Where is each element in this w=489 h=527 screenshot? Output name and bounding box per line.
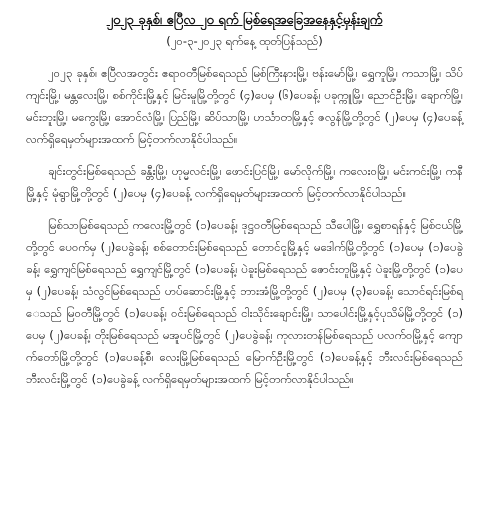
paragraph-ayeyarwady: ၂၀၂၃ ခုနှစ်၊ ဧပြီလအတွင်း ဧရာဝတီမြစ်ရေသည် မြစ်ကြီးနားမြို့၊ ဗန်းမော်မြို့၊ ရွှေကူမြို့၊ ကသာမြို့၊ သိပ်ကျင်းမြို့၊ မန္တလေးမြို့၊ စစ်ကိုင်းမြို့နှင့် မြင်းမူမြို့တို့တွင် (၄)ပေမှ (၆)ပေခန့်၊ ပခုက္ကူမြို့၊ ညောင်ဦးမြို့၊ ချောက်မြို့၊ မင်းဘူးမြို့၊ မကွေးမြို့၊ အောင်လံမြို့၊ ပြည်မြို့၊ ဆိပ်သာမြို့၊ ဟင်္သာတမြို့နှင့် ဇလွန်မြို့တို့တွင် (၂)ပေမှ (၄)ပေခန့် လက်ရှိရေမှတ်များအထက် မြင့်တက်လာနိုင်ပါသည်။ bbox=[26, 66, 463, 146]
document-title: ၂၀၂၃ ခုနှစ်၊ ဧပြီလ ၂၀ ရက် မြစ်ရေအခြေအနေနှင့်မှန်းချက် bbox=[106, 13, 383, 28]
paragraph-chindwin: ချင်းတွင်းမြစ်ရေသည် ခန္တီးမြို့၊ ဟုမ္မလင်းမြို့၊ ဖောင်းပြင်မြို့၊ မော်လိုက်မြို့၊ ကလေးဝမြို့၊ မင်းကင်းမြို့၊ ကနီမြို့နှင့် မုံရွာမြို့တို့တွင် (၂)ပေမှ (၄)ပေခန့် လက်ရှိရေမှတ်များအထက် မြင့်တက်လာနိုင်ပါသည်။ bbox=[26, 164, 463, 200]
paragraph-other-rivers: မြစ်သာမြစ်ရေသည် ကလေးမြို့တွင် (၁)ပေခန့်၊ ဒုဋ္ဌဝတီမြစ်ရေသည် သီပေါမြို့၊ ရွှေစာရန်နှင့် မြစ်ငယ်မြို့တို့တွင် ပေဝက်မှ (၂)ပေခွဲခန့်၊ စစ်တောင်းမြစ်ရေသည် တောင်ငူမြို့နှင့် မဒေါက်မြို့တို့တွင် (၁)ပေမှ (၁)ပေခွဲခန့်၊ ရွှေကျင်မြစ်ရေသည် ရွှေကျင်မြို့တွင် (၁)ပေခန့်၊ ပဲခူးမြစ်ရေသည် ဇောင်းတူမြို့နှင့် ပဲခူးမြို့တို့တွင် (၁)ပေမှ (၂)ပေခန့်၊ သံလွင်မြစ်ရေသည် ဟပ်ဆောင်းမြို့နှင့် ဘားအံမြို့တို့တွင် (၂)ပေမှ (၃)ပေခန့်၊ သောင်ရင်းမြစ်ရေသည် မြဝတီမြို့တွင် (၁)ပေခန့်၊ ဝင်းမြစ်ရေသည် ငါးသိုင်းချောင်းမြို့၊ သာပေါင်းမြို့နှင့်ပုသိမ်မြို့တို့တွင် (၁)ပေမှ (၂)ပေခန့်၊ တိုးမြစ်ရေသည် မအူပင်မြို့တွင် (၂)ပေခွဲခန့်၊ ကုလားတန်မြစ်ရေသည် ပလက်ဝမြို့နှင့် ကျောက်တော်မြို့တို့တွင် (၁)ပေခန့်စီ၊ လေးမြို့မြစ်ရေသည် မြောက်ဦးမြို့တွင် (၁)ပေခန့်နှင့် ဘီးလင်းမြစ်ရေသည် ဘီးလင်းမြို့တွင် (၁)ပေခွဲခန့် လက်ရှိရေမှတ်များအထက် မြင့်တက်လာနိုင်ပါသည်။ bbox=[26, 218, 463, 386]
issue-date-line: (၂၀-၃-၂၀၂၃ ရက်နေ့ ထုတ်ပြန်သည်) bbox=[166, 34, 323, 48]
